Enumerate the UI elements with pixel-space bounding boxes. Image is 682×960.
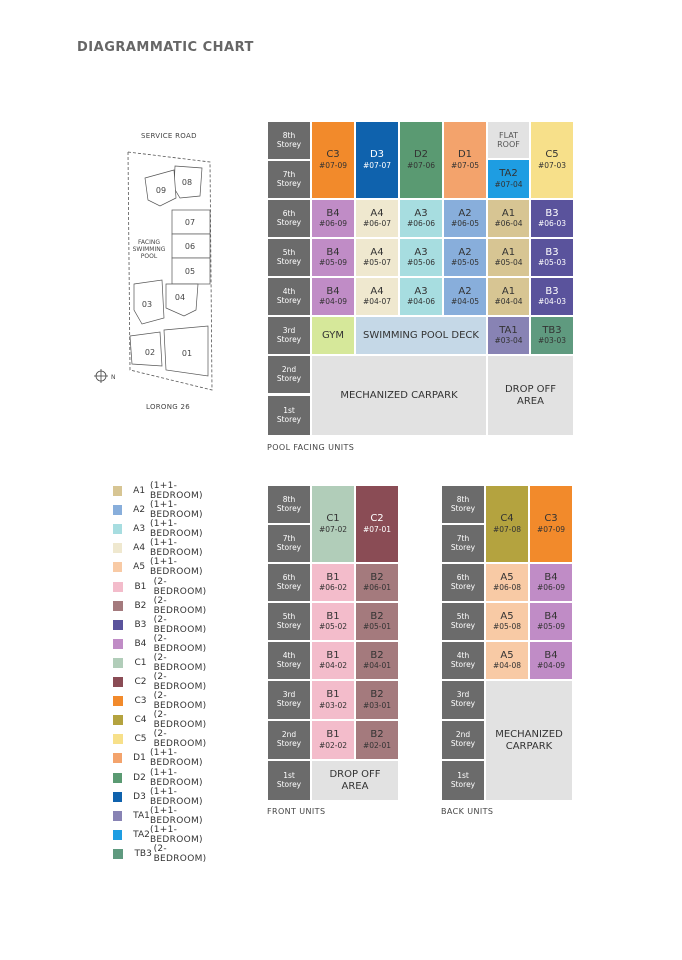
legend-swatch — [113, 505, 122, 515]
flat-roof: FLAT ROOF — [487, 121, 530, 159]
legend-code: A4 — [133, 543, 146, 554]
unit-number: #06-01 — [362, 583, 392, 593]
unit-type: B4 — [544, 571, 558, 583]
unit-number: #06-09 — [536, 583, 566, 593]
legend-description: (2-BEDROOM) — [153, 576, 207, 597]
unit-a4-05-07 — [355, 238, 399, 277]
unit-number: #06-08 — [492, 583, 522, 593]
legend-item-c4 — [113, 710, 211, 731]
back-mechanized-carpark: MECHANIZED CARPARK — [485, 680, 573, 801]
unit-number: #03-01 — [362, 700, 392, 710]
floor-label-s3: 3rd Storey — [267, 680, 311, 720]
unit-number: #05-02 — [318, 622, 348, 632]
site-plan — [90, 148, 230, 398]
unit-a5-05-08 — [485, 602, 529, 641]
legend-description: (2-BEDROOM) — [153, 691, 207, 712]
unit-type: C1 — [326, 513, 340, 525]
legend-swatch — [113, 658, 123, 668]
unit-d3-07-07 — [355, 121, 399, 199]
unit-number: #05-09 — [536, 622, 566, 632]
floor-label-s7: 7th Storey — [267, 160, 311, 199]
legend-code: A5 — [133, 562, 146, 573]
unit-number: #05-05 — [450, 258, 480, 268]
unit-number: #05-04 — [494, 258, 523, 268]
floor-label-s8: 8th Storey — [267, 485, 311, 524]
drop-off-area: DROP OFF AREA — [487, 355, 574, 436]
unit-b4-04-09 — [311, 277, 355, 316]
unit-number: #07-03 — [537, 160, 567, 170]
legend-code: B4 — [134, 638, 147, 649]
unit-a2-04-05 — [443, 277, 487, 316]
mechanized-carpark: MECHANIZED CARPARK — [311, 355, 487, 436]
unit-b1-05-02 — [311, 602, 355, 641]
floor-label-s4: 4th Storey — [441, 641, 485, 680]
legend-swatch — [113, 543, 122, 553]
service-road-label: SERVICE ROAD — [141, 132, 197, 140]
floor-label-s7: 7th Storey — [441, 524, 485, 563]
unit-type: A2 — [458, 246, 472, 258]
legend-item-c5 — [113, 729, 211, 750]
legend-code: B1 — [134, 581, 147, 592]
unit-number: #05-08 — [492, 622, 522, 632]
legend-code: D3 — [133, 791, 146, 802]
unit-b1-03-02 — [311, 680, 355, 720]
block-05-label: 05 — [184, 267, 196, 276]
unit-c5-07-03 — [530, 121, 574, 199]
unit-type: B3 — [545, 285, 559, 297]
block-02-label: 02 — [144, 348, 156, 357]
unit-type: B4 — [544, 649, 558, 661]
legend-description: (2-BEDROOM) — [153, 672, 207, 692]
unit-b3-06-03 — [530, 199, 574, 238]
floor-label-s2: 2nd Storey — [267, 355, 311, 394]
legend-code: A2 — [133, 505, 146, 516]
legend-code: D1 — [133, 753, 146, 764]
unit-number: #04-09 — [318, 297, 348, 307]
legend-item-a3 — [113, 519, 211, 540]
unit-a1-04-04 — [487, 277, 530, 316]
floor-label-s4: 4th Storey — [267, 641, 311, 680]
unit-a4-06-07 — [355, 199, 399, 238]
page-title: DIAGRAMMATIC CHART — [77, 40, 254, 55]
floor-label-s5: 5th Storey — [441, 602, 485, 641]
floor-label-s8: 8th Storey — [441, 485, 485, 524]
legend-swatch — [113, 792, 122, 802]
legend-code: TB3 — [134, 848, 152, 859]
unit-number: #04-02 — [318, 661, 348, 671]
unit-type: B1 — [326, 689, 340, 701]
unit-type: B1 — [326, 610, 340, 622]
unit-number: #02-01 — [362, 740, 392, 750]
legend-swatch — [113, 639, 123, 649]
back-units-label: BACK UNITS — [441, 807, 494, 816]
front-units-label: FRONT UNITS — [267, 807, 326, 816]
unit-type: A1 — [501, 285, 516, 297]
unit-number: #04-08 — [492, 661, 522, 671]
legend-swatch — [113, 582, 123, 592]
front-drop-off-area: DROP OFF AREA — [311, 760, 399, 801]
legend-description: (1+1-BEDROOM) — [149, 748, 203, 769]
unit-type: C5 — [545, 149, 559, 161]
gym: GYM — [311, 316, 355, 355]
unit-b4-05-09 — [311, 238, 355, 277]
unit-type: A4 — [370, 207, 384, 219]
legend-code: C1 — [134, 657, 147, 668]
unit-number: #03-02 — [318, 700, 348, 710]
legend-item-c1 — [113, 652, 211, 673]
unit-type: B2 — [370, 729, 384, 741]
unit-b4-06-09 — [529, 563, 573, 602]
unit-c3-07-09 — [311, 121, 355, 199]
unit-b2-05-01 — [355, 602, 399, 641]
unit-b3-05-03 — [530, 238, 574, 277]
legend-swatch — [113, 830, 122, 840]
legend-description: (1+1-BEDROOM) — [149, 805, 203, 826]
unit-b2-06-01 — [355, 563, 399, 602]
unit-type: B4 — [326, 246, 340, 258]
facing-pool-label-1: FACING — [138, 239, 160, 246]
legend-item-a1 — [113, 481, 211, 501]
legend-swatch — [113, 601, 123, 611]
unit-number: #07-08 — [492, 524, 522, 534]
legend-code: B2 — [134, 600, 147, 611]
floor-label-s4: 4th Storey — [267, 277, 311, 316]
floor-label-s8: 8th Storey — [267, 121, 311, 160]
legend-item-c3 — [113, 691, 211, 712]
legend-code: C4 — [134, 715, 147, 726]
unit-d1-07-05 — [443, 121, 487, 199]
legend-description: (1+1-BEDROOM) — [149, 500, 203, 521]
floor-label-s2: 2nd Storey — [441, 720, 485, 760]
legend-description: (1+1-BEDROOM) — [149, 538, 203, 559]
legend-code: C5 — [134, 734, 147, 745]
unit-type: B2 — [370, 689, 384, 701]
unit-number: #05-09 — [318, 258, 348, 268]
unit-number: #07-07 — [362, 160, 392, 170]
unit-number: #05-07 — [362, 258, 392, 268]
unit-type: A2 — [458, 285, 472, 297]
unit-type: D1 — [457, 149, 473, 161]
legend-item-d1 — [113, 748, 211, 769]
unit-type: A1 — [501, 207, 516, 219]
legend-description: (2-BEDROOM) — [153, 843, 207, 864]
unit-type: B3 — [545, 246, 559, 258]
unit-type: A1 — [501, 246, 516, 258]
legend-swatch — [113, 811, 122, 821]
legend-code: A3 — [133, 524, 146, 535]
block-08-label: 08 — [181, 178, 193, 187]
unit-type: B1 — [326, 649, 340, 661]
unit-number: #04-05 — [450, 297, 480, 307]
unit-b2-04-01 — [355, 641, 399, 680]
legend-description: (2-BEDROOM) — [153, 710, 207, 731]
floor-label-s6: 6th Storey — [267, 563, 311, 602]
unit-type: A5 — [500, 571, 514, 583]
unit-b1-06-02 — [311, 563, 355, 602]
facing-pool-label-2: SWIMMING — [132, 246, 166, 253]
unit-number: #05-06 — [406, 258, 436, 268]
unit-number: #07-05 — [450, 160, 480, 170]
unit-type: B4 — [544, 610, 558, 622]
pool-facing-label: POOL FACING UNITS — [267, 443, 355, 452]
unit-type: TB3 — [542, 324, 562, 336]
unit-number: #06-04 — [494, 219, 523, 229]
legend-code: B3 — [134, 619, 147, 630]
block-01-label: 01 — [181, 349, 193, 358]
floor-label-s2: 2nd Storey — [267, 720, 311, 760]
legend-swatch — [113, 486, 122, 496]
unit-b2-02-01 — [355, 720, 399, 760]
unit-c2-07-01 — [355, 485, 399, 563]
legend-description: (1+1-BEDROOM) — [149, 767, 203, 788]
legend-item-ta2 — [113, 824, 211, 845]
north-label: N — [111, 374, 116, 381]
unit-number: #03-04 — [494, 336, 523, 346]
unit-type: TA1 — [499, 324, 518, 336]
legend-swatch — [113, 734, 123, 744]
unit-b4-05-09 — [529, 602, 573, 641]
unit-a3-06-06 — [399, 199, 443, 238]
unit-type: B1 — [326, 571, 340, 583]
unit-type: A2 — [458, 207, 472, 219]
unit-ta1-03-04 — [487, 316, 530, 355]
unit-number: #06-02 — [318, 583, 348, 593]
legend-item-a2 — [113, 500, 211, 521]
unit-number: #04-09 — [536, 661, 566, 671]
facing-pool-label-3: POOL — [140, 253, 158, 260]
legend-description: (1+1-BEDROOM) — [149, 557, 203, 578]
legend-description: (2-BEDROOM) — [153, 729, 207, 750]
unit-number: #07-02 — [318, 524, 348, 534]
unit-type: A4 — [370, 246, 384, 258]
legend-item-a5 — [113, 557, 211, 578]
floor-label-s3: 3rd Storey — [441, 680, 485, 720]
legend-code: D2 — [133, 772, 146, 783]
unit-b1-04-02 — [311, 641, 355, 680]
floor-label-s1: 1st Storey — [441, 760, 485, 801]
block-06-label: 06 — [184, 242, 196, 251]
legend-item-tb3 — [113, 843, 211, 864]
unit-type: A3 — [414, 246, 428, 258]
unit-type: B1 — [326, 729, 340, 741]
unit-number: #04-01 — [362, 661, 392, 671]
unit-a4-04-07 — [355, 277, 399, 316]
legend-item-d3 — [113, 786, 211, 807]
legend-item-b2 — [113, 595, 211, 616]
unit-b2-03-01 — [355, 680, 399, 720]
legend-swatch — [113, 524, 122, 534]
unit-number: #06-07 — [362, 219, 392, 229]
legend-code: C3 — [134, 696, 147, 707]
unit-d2-07-06 — [399, 121, 443, 199]
legend-swatch — [113, 773, 122, 783]
unit-type: B2 — [370, 571, 384, 583]
unit-number: #04-06 — [406, 297, 436, 307]
unit-type: A5 — [500, 649, 514, 661]
unit-number: #04-07 — [362, 297, 392, 307]
legend-item-ta1 — [113, 805, 211, 826]
unit-number: #05-03 — [537, 258, 567, 268]
legend-description: (2-BEDROOM) — [153, 595, 207, 616]
block-04-label: 04 — [174, 293, 186, 302]
lorong-label: LORONG 26 — [146, 403, 191, 411]
unit-type: TA2 — [499, 168, 518, 180]
unit-a3-04-06 — [399, 277, 443, 316]
unit-type: B4 — [326, 207, 340, 219]
unit-number: #06-05 — [450, 219, 480, 229]
legend-swatch — [113, 696, 123, 706]
legend-code: A1 — [133, 486, 146, 496]
legend-description: (2-BEDROOM) — [153, 614, 207, 635]
unit-type: C2 — [370, 513, 384, 525]
unit-number: #04-03 — [537, 297, 567, 307]
unit-type: B3 — [545, 207, 559, 219]
unit-a2-06-05 — [443, 199, 487, 238]
unit-type: D3 — [369, 149, 385, 161]
floor-label-s1: 1st Storey — [267, 395, 311, 436]
block-09-label: 09 — [155, 186, 167, 195]
unit-type: C3 — [544, 513, 558, 525]
unit-c1-07-02 — [311, 485, 355, 563]
legend-item-b1 — [113, 576, 211, 597]
legend-item-a4 — [113, 538, 211, 559]
unit-a1-06-04 — [487, 199, 530, 238]
legend-description: (1+1-BEDROOM) — [149, 824, 203, 845]
unit-type: A5 — [500, 610, 514, 622]
unit-type: B4 — [326, 285, 340, 297]
legend-description: (1+1-BEDROOM) — [149, 786, 203, 807]
unit-number: #02-02 — [318, 740, 348, 750]
legend-item-c2 — [113, 672, 211, 692]
unit-tb3-03-03 — [530, 316, 574, 355]
floor-label-s5: 5th Storey — [267, 602, 311, 641]
legend-description: (1+1-BEDROOM) — [149, 481, 203, 501]
legend-swatch — [113, 620, 123, 630]
unit-a1-05-04 — [487, 238, 530, 277]
unit-number: #07-06 — [406, 160, 436, 170]
unit-type: A4 — [370, 285, 384, 297]
unit-number: #06-09 — [318, 219, 348, 229]
unit-c4-07-08 — [485, 485, 529, 563]
legend-swatch — [113, 562, 122, 572]
unit-a3-05-06 — [399, 238, 443, 277]
floor-label-s1: 1st Storey — [267, 760, 311, 801]
unit-b3-04-03 — [530, 277, 574, 316]
block-03-label: 03 — [141, 300, 153, 309]
unit-type: B2 — [370, 649, 384, 661]
unit-a2-05-05 — [443, 238, 487, 277]
floor-label-s5: 5th Storey — [267, 238, 311, 277]
legend-swatch — [113, 715, 123, 725]
unit-type: C4 — [500, 513, 514, 525]
legend-item-d2 — [113, 767, 211, 788]
unit-number: #07-09 — [536, 524, 566, 534]
floor-label-s3: 3rd Storey — [267, 316, 311, 355]
unit-type: A3 — [414, 207, 428, 219]
legend-swatch — [113, 677, 123, 687]
legend-description: (2-BEDROOM) — [153, 633, 207, 654]
legend-description: (2-BEDROOM) — [153, 652, 207, 673]
unit-number: #06-03 — [537, 219, 567, 229]
legend-swatch — [113, 849, 123, 859]
unit-b4-04-09 — [529, 641, 573, 680]
unit-number: #07-09 — [318, 160, 348, 170]
unit-number: #06-06 — [406, 219, 436, 229]
unit-b1-02-02 — [311, 720, 355, 760]
unit-b4-06-09 — [311, 199, 355, 238]
unit-number: #07-04 — [494, 179, 523, 189]
floor-label-s6: 6th Storey — [441, 563, 485, 602]
unit-c3-07-09 — [529, 485, 573, 563]
unit-type: B2 — [370, 610, 384, 622]
unit-a5-06-08 — [485, 563, 529, 602]
legend-item-b3 — [113, 614, 211, 635]
legend-description: (1+1-BEDROOM) — [149, 519, 203, 540]
floor-label-s7: 7th Storey — [267, 524, 311, 563]
unit-type: A3 — [414, 285, 428, 297]
legend-code: C2 — [134, 677, 147, 687]
unit-number: #05-01 — [362, 622, 392, 632]
unit-a5-04-08 — [485, 641, 529, 680]
legend-item-b4 — [113, 633, 211, 654]
block-07-label: 07 — [184, 218, 196, 227]
floor-label-s6: 6th Storey — [267, 199, 311, 238]
unit-number: #07-01 — [362, 524, 392, 534]
legend-code: TA2 — [133, 829, 150, 840]
unit-type: C3 — [326, 149, 340, 161]
unit-type: D2 — [413, 149, 429, 161]
unit-number: #04-04 — [494, 297, 523, 307]
legend-code: TA1 — [133, 810, 150, 821]
north-arrow-icon — [94, 369, 116, 383]
legend-swatch — [113, 753, 122, 763]
unit-ta2-07-04 — [487, 159, 530, 199]
unit-number: #03-03 — [537, 336, 567, 346]
swimming-pool-deck: SWIMMING POOL DECK — [355, 316, 487, 355]
